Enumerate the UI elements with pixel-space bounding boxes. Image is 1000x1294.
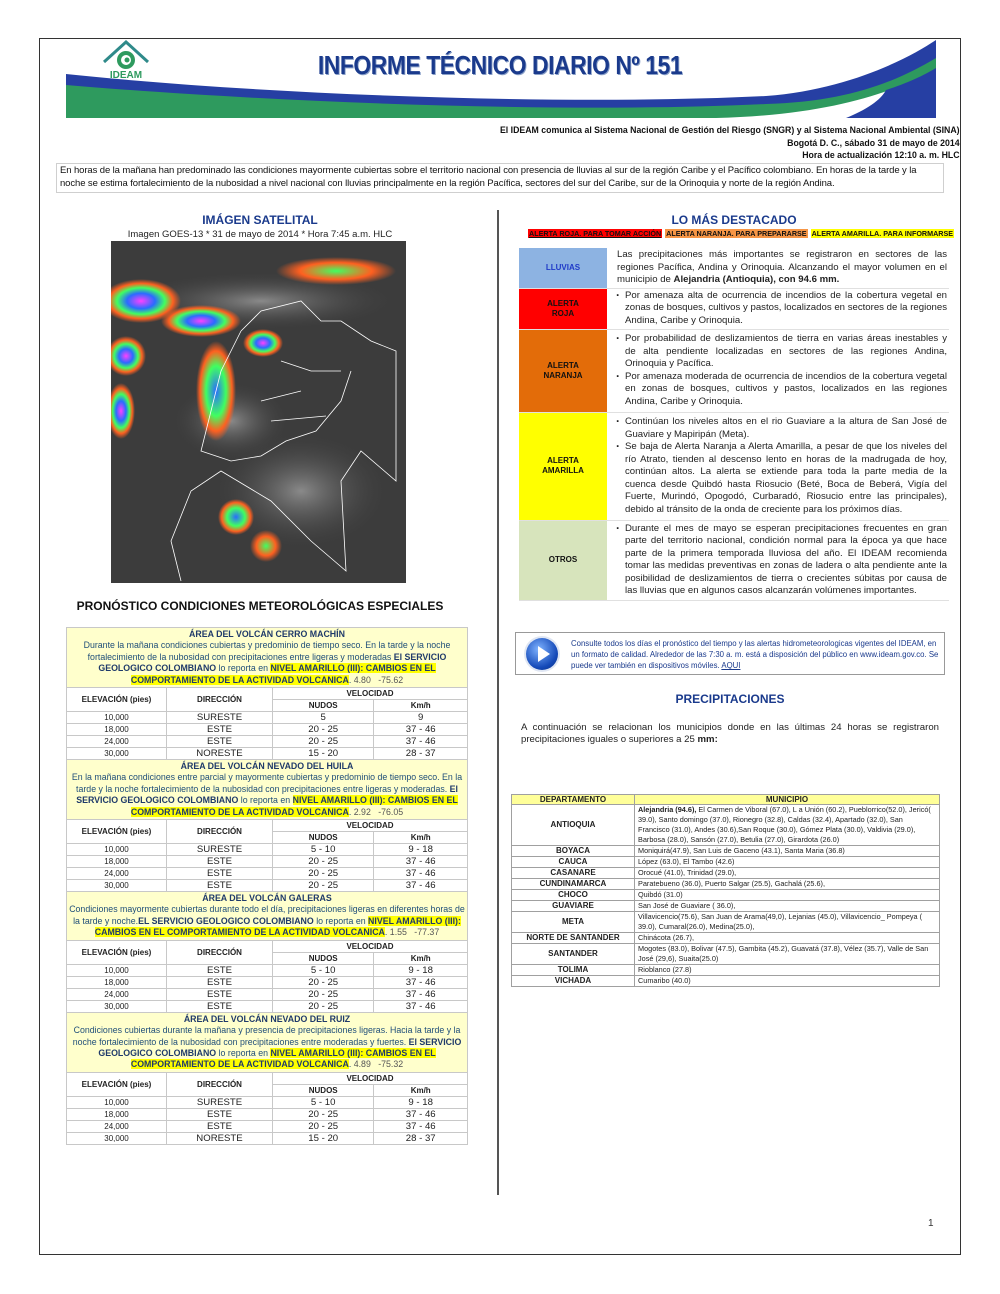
- volcano-header-row: [67, 688, 468, 700]
- municipality-list: Cumaribo (40.0): [638, 976, 691, 985]
- direction-cell: ESTE: [167, 1120, 273, 1132]
- municipality-list: Moniquirá(47.9), San Luis de Gaceno (43.1), Santa Maria (36.8): [638, 846, 845, 855]
- department-cell: CASANARE: [512, 868, 635, 879]
- roja-item: · Por amenaza alta de ocurrencia de incendios de la cobertura vegetal en zonas de bosques, cultivos y pastos, localizados en sectores de la regiones Andina, Caribe y Orinoquia.: [617, 290, 947, 328]
- volcano-reports-in: lo reporta en: [216, 663, 271, 674]
- amarilla-text: [607, 412, 949, 520]
- volcano-agency: El SERVICIO GEOLOGICO COLOMBIANO: [76, 783, 458, 806]
- municipality-cell: [635, 846, 940, 857]
- kmh-cell: 9: [374, 712, 468, 724]
- column-divider: [497, 210, 499, 1195]
- table-row: [512, 857, 940, 868]
- volcano-lat: 4.89: [353, 1059, 371, 1070]
- intro-text: A continuación se relacionan los municipios donde en las últimas 24 horas se registraron precipitaciones iguales o superiores a 25: [521, 722, 939, 745]
- elevation-cell: 10,000: [67, 1096, 167, 1108]
- volcano-name: ÁREA DEL VOLCÁN GALERAS: [202, 893, 332, 904]
- knots-cell: 5 - 10: [273, 844, 374, 856]
- lluvias-text-body: Las precipitaciones más importantes se registraron en sectores de las regiones Pacífica, Andina y Orinoquia. Alcanzando el mayor volumen en el municipio de: [617, 249, 947, 285]
- kmh-cell: 37 - 46: [374, 976, 468, 988]
- kmh-cell: 37 - 46: [374, 1000, 468, 1012]
- volcano-level-badge: NIVEL AMARILLO (III): CAMBIOS EN EL COMPORTAMIENTO DE LA ACTIVIDAD VOLCANICA: [130, 795, 458, 817]
- logo-text: IDEAM: [109, 70, 143, 81]
- naranja-item: · Por probabilidad de deslizamientos de tierra en varias áreas inestables y de alta pendiente localizadas en sectores de las regiones Andina, Orinoquia y Pacífica.: [617, 333, 947, 371]
- col-knots: NUDOS: [273, 700, 374, 712]
- label-line-2: ROJA: [551, 308, 575, 318]
- knots-cell: 20 - 25: [273, 988, 374, 1000]
- table-row: [67, 1000, 468, 1012]
- volcano-description: Durante la mañana condiciones cubiertas y predominio de tiempo seco. En la tarde y la noche fortalecimiento de la nubosidad con precipitaciones entre ligeras y moderadas: [83, 640, 451, 662]
- volcano-lat: 1.55: [389, 927, 407, 938]
- direction-cell: NORESTE: [167, 748, 273, 760]
- col-elevation: ELEVACIÓN (pies): [67, 820, 167, 844]
- knots-cell: 20 - 25: [273, 880, 374, 892]
- direction-cell: SURESTE: [167, 1096, 273, 1108]
- volcano-agency: El SERVICIO GEOLOGICO COLOMBIANO: [98, 1036, 462, 1058]
- label-line-1: ALERTA: [547, 456, 579, 465]
- volcano-level-badge: NIVEL AMARILLO (III): CAMBIOS EN EL COMPORTAMIENTO DE LA ACTIVIDAD VOLCANICA: [130, 1047, 436, 1070]
- knots-cell: 5 - 10: [273, 964, 374, 976]
- col-direction: DIRECCIÓN: [167, 820, 273, 844]
- precipitation-header-row: [512, 795, 940, 805]
- kmh-cell: 9 - 18: [374, 964, 468, 976]
- col-elevation: ELEVACIÓN (pies): [67, 1072, 167, 1096]
- municipality-cell: [635, 965, 940, 976]
- legend-yellow-alert: ALERTA AMARILLA. PARA INFORMARSE: [811, 229, 954, 238]
- label-line-1: ALERTA: [547, 298, 579, 308]
- satellite-title: IMÁGEN SATELITAL: [202, 213, 318, 227]
- municipality-list: Orocué (41.0), Trinidad (29.0),: [638, 868, 737, 877]
- elevation-cell: 30,000: [67, 748, 167, 760]
- knots-cell: 20 - 25: [273, 976, 374, 988]
- direction-cell: ESTE: [167, 880, 273, 892]
- volcano-description: Condiciones mayormente cubiertas durante todo el día, precipitaciones ligeras en diferentes horas de la tarde y noche.: [69, 904, 465, 926]
- kmh-cell: 37 - 46: [374, 868, 468, 880]
- volcano-area-info: ÁREA DEL VOLCÁN CERRO MACHÍN Durante la mañana condiciones cubiertas y predominio de tiempo seco. En la tarde y la noche fortalecimiento de la nubosidad con precipitaciones entre ligeras y moderadas El SERVICIO GEOLOGICO COLOMBIANO lo reporta en NIVEL AMARILLO (III): CAMBIOS EN EL COMPORTAMIENTO DE LA ACTIVIDAD VOLCANICA. 4.80 -75.62: [67, 628, 468, 688]
- direction-cell: SURESTE: [167, 712, 273, 724]
- legend-red-alert: ALERTA ROJA. PARA TOMAR ACCIÓN: [529, 229, 662, 238]
- label-otros: OTROS: [519, 520, 607, 600]
- volcano-header-row: [67, 1072, 468, 1084]
- col-knots: NUDOS: [273, 952, 374, 964]
- kmh-cell: 37 - 46: [374, 988, 468, 1000]
- volcano-area-info: ÁREA DEL VOLCÁN NEVADO DEL RUIZ Condiciones cubiertas durante la mañana y presencia de precipitaciones ligeras. Hacia la tarde y la noche fortalecimiento de la nubosidad con precipitaciones entre moderadas y fuertes. El SERVICIO GEOLOGICO COLOMBIANO lo reporta en NIVEL AMARILLO (III): CAMBIOS EN EL COMPORTAMIENTO DE LA ACTIVIDAD VOLCANICA. 4.89 -75.32: [67, 1012, 468, 1072]
- department-cell: BOYACA: [512, 846, 635, 857]
- lluvias-text-max: Alejandria (Antioquia), con 94.6 mm.: [673, 274, 840, 285]
- table-row: [512, 944, 940, 965]
- knots-cell: 15 - 20: [273, 1132, 374, 1144]
- label-line-1: ALERTA: [547, 360, 579, 370]
- aqui-link[interactable]: AQUI: [721, 661, 741, 670]
- highlights-table: [519, 248, 949, 601]
- elevation-cell: 30,000: [67, 1132, 167, 1144]
- kmh-cell: 37 - 46: [374, 736, 468, 748]
- table-row: [512, 901, 940, 912]
- elevation-cell: 18,000: [67, 976, 167, 988]
- communique-block: [500, 125, 960, 163]
- table-row: [512, 879, 940, 890]
- municipality-cell: [635, 805, 940, 846]
- kmh-cell: 37 - 46: [374, 880, 468, 892]
- department-cell: GUAVIARE: [512, 901, 635, 912]
- department-cell: CHOCO: [512, 890, 635, 901]
- table-row: [67, 736, 468, 748]
- knots-cell: 20 - 25: [273, 724, 374, 736]
- direction-cell: ESTE: [167, 868, 273, 880]
- municipality-list: Quibdó (31.0): [638, 890, 683, 899]
- direction-cell: ESTE: [167, 856, 273, 868]
- table-row: [67, 880, 468, 892]
- table-row: [67, 988, 468, 1000]
- highlight-row-roja: [519, 288, 949, 329]
- table-row: [67, 856, 468, 868]
- precipitation-title: PRECIPITACIONES: [675, 692, 785, 706]
- municipality-cell: [635, 890, 940, 901]
- municipality-list: Villavicencio(75.6), San Juan de Arama(49,0), Lejanias (45.0), Villavicencio_ Pompeya ( 39.0), Cumaral(26.0), Medina(25.0),: [638, 912, 923, 931]
- table-row: [67, 868, 468, 880]
- elevation-cell: 18,000: [67, 1108, 167, 1120]
- knots-cell: 20 - 25: [273, 736, 374, 748]
- elevation-cell: 24,000: [67, 1120, 167, 1132]
- col-speed: VELOCIDAD: [273, 940, 468, 952]
- table-row: [67, 844, 468, 856]
- direction-cell: ESTE: [167, 1000, 273, 1012]
- table-row: [67, 724, 468, 736]
- label-line-2: NARANJA: [543, 370, 583, 380]
- forecast-title: PRONÓSTICO CONDICIONES METEOROLÓGICAS ESPECIALES: [76, 599, 444, 613]
- volcano-header-row: [67, 820, 468, 832]
- municipality-list: Mogotes (83.0), Bolivar (47.5), Gambita (45.2), Guavatá (37.8), Vélez (35.7), Valle de San José (29,6), Suaita(25.0): [638, 944, 929, 963]
- department-cell: CAUCA: [512, 857, 635, 868]
- intro-unit: mm:: [697, 734, 718, 745]
- direction-cell: NORESTE: [167, 1132, 273, 1144]
- highlight-row-naranja: [519, 329, 949, 412]
- municipality-cell: [635, 912, 940, 933]
- label-alerta-roja: [519, 288, 607, 329]
- table-row: [67, 976, 468, 988]
- highlight-row-otros: [519, 520, 949, 600]
- municipality-cell: [635, 901, 940, 912]
- elevation-cell: 24,000: [67, 868, 167, 880]
- volcano-area-row: [67, 892, 468, 941]
- municipality-list: San José de Guaviare ( 36.0),: [638, 901, 736, 910]
- direction-cell: ESTE: [167, 724, 273, 736]
- elevation-cell: 24,000: [67, 988, 167, 1000]
- col-speed: VELOCIDAD: [273, 1072, 468, 1084]
- satellite-image: [111, 241, 406, 583]
- col-kmh: Km/h: [374, 832, 468, 844]
- municipality-highlight: Alejandria (94.6),: [638, 805, 697, 814]
- table-row: [67, 1108, 468, 1120]
- table-row: [512, 868, 940, 879]
- label-alerta-amarilla: [519, 412, 607, 520]
- knots-cell: 20 - 25: [273, 1108, 374, 1120]
- table-row: [512, 805, 940, 846]
- table-row: [512, 933, 940, 944]
- label-line-2: AMARILLA: [542, 466, 584, 475]
- volcano-lon: -76.05: [378, 806, 404, 817]
- satellite-map-graphic: [111, 241, 406, 583]
- municipality-list: El Carmen de Viboral (67.0), L a Unión (60.2), Pueblorrico(52.0), Jericó( 39.0), Santo domingo (37.0), Rionegro (32.8), Caldas (32.4), Apartado (32.0), San Francisco (31.0), Andes (30.6),San Roque (30.0), Gómez Plata (30.0), Valdivia (29.0), Barbosa (28.0), Sansón (27.0), Betulia (27.0), Girardota (26.0): [638, 805, 931, 844]
- department-cell: VICHADA: [512, 976, 635, 987]
- knots-cell: 20 - 25: [273, 1120, 374, 1132]
- table-row: [512, 976, 940, 987]
- kmh-cell: 37 - 46: [374, 724, 468, 736]
- direction-cell: SURESTE: [167, 844, 273, 856]
- elevation-cell: 10,000: [67, 844, 167, 856]
- ideam-logo: [96, 40, 156, 88]
- kmh-cell: 28 - 37: [374, 1132, 468, 1144]
- direction-cell: ESTE: [167, 988, 273, 1000]
- kmh-cell: 37 - 46: [374, 1108, 468, 1120]
- volcano-lon: -77.37: [414, 927, 440, 938]
- municipality-cell: [635, 933, 940, 944]
- alert-legend: [528, 229, 957, 238]
- kmh-cell: 28 - 37: [374, 748, 468, 760]
- info-text: [571, 638, 941, 671]
- volcano-reports-in: lo reporta en: [313, 915, 369, 926]
- col-kmh: Km/h: [374, 952, 468, 964]
- lluvias-text: [607, 248, 949, 288]
- communique-text: El IDEAM comunica al Sistema Nacional de Gestión del Riesgo (SNGR) y al Sistema Nacional Ambiental (SINA): [500, 125, 960, 136]
- municipality-cell: [635, 879, 940, 890]
- update-time: Hora de actualización 12:10 a. m. HLC: [802, 150, 960, 161]
- volcano-lat: 4.80: [353, 674, 371, 685]
- municipality-list: López (63.0), El Tambo (42.6): [638, 857, 735, 866]
- volcano-reports-in: lo reporta en: [216, 1047, 271, 1058]
- department-cell: CUNDINAMARCA: [512, 879, 635, 890]
- department-cell: NORTE DE SANTANDER: [512, 933, 635, 944]
- volcano-agency: EL SERVICIO GEOLOGICO COLOMBIANO: [138, 915, 314, 926]
- volcano-lon: -75.62: [378, 674, 404, 685]
- municipality-cell: [635, 868, 940, 879]
- direction-cell: ESTE: [167, 1108, 273, 1120]
- col-municipality: MUNICIPIO: [635, 795, 940, 805]
- kmh-cell: 9 - 18: [374, 1096, 468, 1108]
- otros-item: · Durante el mes de mayo se esperan precipitaciones frecuentes en gran parte del territorio nacional, condición normal para la época ya que hace parte de la primera temporada lluviosa del año. El IDEAM recomienda tomar las medidas preventivas en zonas de ladera o alta pendiente ante la posibilidad de deslizamientos de tierra o crecientes súbitas por causa de las lluvias que en algunos casos alcanzarán volúmenes importantes.: [617, 523, 947, 598]
- col-knots: NUDOS: [273, 1084, 374, 1096]
- volcano-area-info: ÁREA DEL VOLCÁN NEVADO DEL HUILA En la mañana condiciones entre parcial y mayormente cubiertas y predominio de tiempo seco. En la tarde y la noche fortalecimiento de la nubosidad con precipitaciones entre ligeras y moderadas. El SERVICIO GEOLOGICO COLOMBIANO lo reporta en NIVEL AMARILLO (III): CAMBIOS EN EL COMPORTAMIENTO DE LA ACTIVIDAD VOLCANICA. 2.92 -76.05: [67, 760, 468, 820]
- amarilla-item: · Continúan los niveles altos en el rio Guaviare a la altura de San José de Guaviare y Mapiripán (Meta).: [617, 416, 947, 441]
- elevation-cell: 30,000: [67, 880, 167, 892]
- table-row: [512, 912, 940, 933]
- daily-summary: En horas de la mañana han predominado las condiciones mayormente cubiertas sobre el territorio nacional con presencia de lluvias al sur de la región Caribe y el Pacífico colombiano. En horas de la tarde y la noche se estima fortalecimiento de la nubosidad a nivel nacional con lluvias principalmente en la región Pacífica, sectores del sur del Caribe, sur de la Orinoquia y norte de la región Andina.: [56, 163, 944, 193]
- kmh-cell: 37 - 46: [374, 856, 468, 868]
- department-cell: ANTIOQUIA: [512, 805, 635, 846]
- kmh-cell: 37 - 46: [374, 1120, 468, 1132]
- col-speed: VELOCIDAD: [273, 688, 468, 700]
- col-department: DEPARTAMENTO: [512, 795, 635, 805]
- volcano-area-info: ÁREA DEL VOLCÁN GALERAS Condiciones mayormente cubiertas durante todo el día, precipitaciones ligeras en diferentes horas de la tarde y noche.EL SERVICIO GEOLOGICO COLOMBIANO lo reporta en NIVEL AMARILLO (III): CAMBIOS EN EL COMPORTAMIENTO DE LA ACTIVIDAD VOLCANICA. 1.55 -77.37: [67, 892, 468, 941]
- department-cell: TOLIMA: [512, 965, 635, 976]
- roja-text: [607, 288, 949, 329]
- kmh-cell: 9 - 18: [374, 844, 468, 856]
- elevation-cell: 10,000: [67, 712, 167, 724]
- municipality-list: Paratebueno (36.0), Puerto Salgar (25.5), Gachalá (25.6),: [638, 879, 825, 888]
- col-speed: VELOCIDAD: [273, 820, 468, 832]
- naranja-text: [607, 329, 949, 412]
- info-body: Consulte todos los días el pronóstico del tiempo y las alertas hidrometeorologicas vigentes del IDEAM, en un formato de calidad. Alrededor de las 7:30 a. m. está a disposición del público en www.ideam.gov.co. Se puede ver también en dispositivos móviles.: [571, 639, 939, 670]
- table-row: [512, 890, 940, 901]
- info-box: [515, 632, 945, 675]
- volcano-name: ÁREA DEL VOLCÁN NEVADO DEL RUIZ: [183, 1013, 351, 1024]
- amarilla-item: · Se baja de Alerta Naranja a Alerta Amarilla, a pesar de que los niveles del río Atrato, tienden al descenso lento en horas de la madrugada de hoy, continúan altos. La alerta se extiende para toda la parte media de la cuenca desde Quibdó hasta Riosucio (Beté, Boca de Beberá, Vigía del Fuerte, Murindó, Opogodó, Curbaradó, Riosucio entre las principales), debido al tránsito de la onda de creciente para los próximos días.: [617, 441, 947, 516]
- table-row: [67, 712, 468, 724]
- col-kmh: Km/h: [374, 1084, 468, 1096]
- col-direction: DIRECCIÓN: [167, 1072, 273, 1096]
- knots-cell: 15 - 20: [273, 748, 374, 760]
- department-cell: META: [512, 912, 635, 933]
- volcano-lat: 2.92: [353, 806, 371, 817]
- precipitation-intro: [521, 722, 939, 746]
- col-elevation: ELEVACIÓN (pies): [67, 688, 167, 712]
- volcano-area-row: [67, 628, 468, 688]
- otros-text: [607, 520, 949, 600]
- municipality-cell: [635, 976, 940, 987]
- highlights-title: LO MÁS DESTACADO: [671, 213, 797, 227]
- table-row: [67, 748, 468, 760]
- volcano-description: Condiciones cubiertas durante la mañana y presencia de precipitaciones ligeras. Hacia la tarde y la noche fortalecimiento de la nubosidad con precipitaciones entre moderadas y fuertes.: [72, 1025, 461, 1047]
- municipality-cell: [635, 857, 940, 868]
- elevation-cell: 30,000: [67, 1000, 167, 1012]
- label-alerta-naranja: [519, 329, 607, 412]
- elevation-cell: 10,000: [67, 964, 167, 976]
- volcano-reports-in: lo reporta en: [238, 795, 293, 806]
- volcano-level-badge: NIVEL AMARILLO (III): CAMBIOS EN EL COMPORTAMIENTO DE LA ACTIVIDAD VOLCANICA: [130, 663, 436, 685]
- legend-orange-alert: ALERTA NARANJA. PARA PREPARARSE: [666, 229, 807, 238]
- volcano-name: ÁREA DEL VOLCÁN CERRO MACHÍN: [189, 629, 345, 639]
- col-kmh: Km/h: [374, 700, 468, 712]
- col-elevation: ELEVACIÓN (pies): [67, 940, 167, 964]
- page-number: 1: [928, 1218, 934, 1229]
- label-lluvias: LLUVIAS: [519, 248, 607, 288]
- knots-cell: 20 - 25: [273, 868, 374, 880]
- report-date: Bogotá D. C., sábado 31 de mayo de 2014: [787, 137, 960, 149]
- municipality-list: Rioblanco (27.8): [638, 965, 692, 974]
- table-row: [67, 1120, 468, 1132]
- elevation-cell: 24,000: [67, 736, 167, 748]
- volcano-description: En la mañana condiciones entre parcial y mayormente cubiertas y predominio de tiempo seco. En la tarde y la noche fortalecimiento de la nubosidad con precipitaciones entre ligeras y moderadas.: [71, 772, 463, 794]
- col-direction: DIRECCIÓN: [167, 688, 273, 712]
- report-title: INFORME TÉCNICO DIARIO Nº 151: [317, 50, 683, 80]
- knots-cell: 5 - 10: [273, 1096, 374, 1108]
- col-knots: NUDOS: [273, 832, 374, 844]
- table-row: [512, 846, 940, 857]
- satellite-caption: Imagen GOES-13 * 31 de mayo de 2014 * Hora 7:45 a.m. HLC: [127, 229, 393, 240]
- volcano-area-row: [67, 760, 468, 820]
- municipality-list: Chinácota (26.7),: [638, 933, 694, 942]
- table-row: [67, 1096, 468, 1108]
- department-cell: SANTANDER: [512, 944, 635, 965]
- play-icon[interactable]: [526, 638, 558, 670]
- knots-cell: 5: [273, 712, 374, 724]
- municipality-cell: [635, 944, 940, 965]
- volcano-lon: -75.32: [378, 1059, 404, 1070]
- volcano-level-badge: NIVEL AMARILLO (III): CAMBIOS EN EL COMPORTAMIENTO DE LA ACTIVIDAD VOLCANICA: [94, 915, 461, 938]
- highlight-row-lluvias: [519, 248, 949, 288]
- volcano-area-row: [67, 1012, 468, 1072]
- ideam-logo-icon: [96, 40, 156, 74]
- col-direction: DIRECCIÓN: [167, 940, 273, 964]
- knots-cell: 20 - 25: [273, 1000, 374, 1012]
- naranja-item: · Por amenaza moderada de ocurrencia de incendios de la cobertura vegetal en zonas de bosques, cultivos y pastos, localizados en las regiones Andina, Caribe y Orinoquia.: [617, 371, 947, 409]
- table-row: [67, 1132, 468, 1144]
- highlight-row-amarilla: [519, 412, 949, 520]
- direction-cell: ESTE: [167, 736, 273, 748]
- volcano-agency: El SERVICIO GEOLOGICO COLOMBIANO: [98, 651, 447, 674]
- elevation-cell: 18,000: [67, 856, 167, 868]
- precipitation-table: [511, 794, 940, 987]
- knots-cell: 20 - 25: [273, 856, 374, 868]
- elevation-cell: 18,000: [67, 724, 167, 736]
- volcano-forecast-table: [66, 627, 468, 1145]
- volcano-header-row: [67, 940, 468, 952]
- direction-cell: ESTE: [167, 964, 273, 976]
- table-row: [512, 965, 940, 976]
- volcano-name: ÁREA DEL VOLCÁN NEVADO DEL HUILA: [180, 761, 354, 772]
- direction-cell: ESTE: [167, 976, 273, 988]
- table-row: [67, 964, 468, 976]
